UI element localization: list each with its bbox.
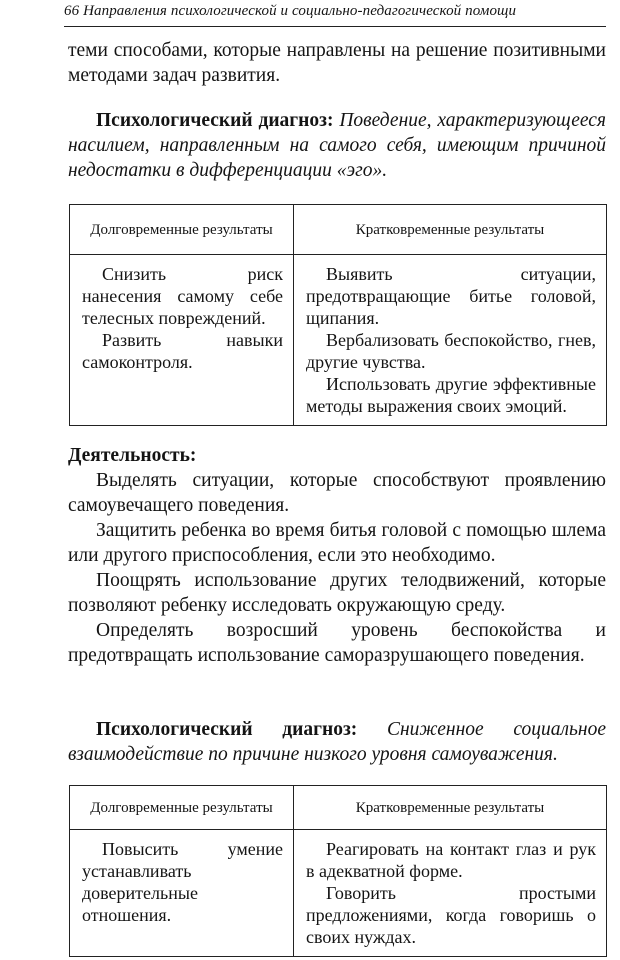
table-2-long-term-item: Повысить умение устанавливать доверительные отношения. bbox=[82, 839, 283, 925]
table-2-short-term-cell bbox=[294, 830, 607, 957]
table-1-short-term-item: Вербализовать беспокойство, гнев, другие чувства. bbox=[306, 330, 596, 372]
table-1-long-term-item: Развить навыки самоконтроля. bbox=[82, 330, 283, 372]
diagnosis-2-text: Сниженное социальное взаимодействие по причине низкого уровня самоуважения. bbox=[68, 719, 606, 765]
table-1-header-row bbox=[70, 205, 607, 255]
table-2-short-term-item: Реагировать на контакт глаз и рук в адекватной форме. bbox=[306, 839, 596, 881]
results-table-2 bbox=[69, 785, 607, 957]
table-2-short-term-item: Говорить простыми предложениями, когда говоришь о своих нуждах. bbox=[306, 883, 596, 947]
activity-item: Защитить ребенка во время битья головой с помощью шлема или другого приспособления, если это необходимо. bbox=[68, 520, 606, 566]
table-1-body-row bbox=[70, 255, 607, 426]
diagnosis-1 bbox=[68, 108, 606, 183]
table-1-header-short-term: Кратковременные результаты bbox=[294, 205, 607, 255]
table-2-header-long-term: Долговременные результаты bbox=[70, 786, 294, 830]
table-2-header-short-term: Кратковременные результаты bbox=[294, 786, 607, 830]
table-2-long-term-cell bbox=[70, 830, 294, 957]
diagnosis-1-label: Психологический диагноз: bbox=[96, 110, 334, 131]
activity-section bbox=[68, 443, 606, 668]
diagnosis-1-text: Поведение, характеризующееся насилием, направленным на самого себя, имеющим причиной недостатки в дифференциации «эго». bbox=[68, 110, 606, 181]
table-1-header-long-term: Долговременные результаты bbox=[70, 205, 294, 255]
diagnosis-2 bbox=[68, 717, 606, 767]
table-1-short-term-item: Выявить ситуации, предотвращающие битье головой, щипания. bbox=[306, 264, 596, 328]
running-header bbox=[64, 2, 604, 20]
table-2-header-row bbox=[70, 786, 607, 830]
results-table-1 bbox=[69, 204, 607, 426]
activity-heading: Деятельность: bbox=[68, 445, 197, 466]
page-number: 66 bbox=[64, 3, 80, 19]
table-1-short-term-cell bbox=[294, 255, 607, 426]
table-2-body-row bbox=[70, 830, 607, 957]
diagnosis-2-label: Психологический диагноз: bbox=[96, 719, 358, 740]
table-1-long-term-cell bbox=[70, 255, 294, 426]
table-1-short-term-item: Использовать другие эффективные методы выражения своих эмоций. bbox=[306, 374, 596, 416]
running-title: Направления психологической и социально-педагогической помощи bbox=[83, 3, 517, 19]
header-rule bbox=[64, 26, 606, 27]
intro-paragraph: теми способами, которые направлены на решение позитивными методами задач развития. bbox=[68, 40, 606, 86]
table-1-long-term-item: Снизить риск нанесения самому себе телесных повреждений. bbox=[82, 264, 283, 328]
activity-item: Выделять ситуации, которые способствуют проявлению самоувечащего поведения. bbox=[68, 470, 606, 516]
activity-item: Поощрять использование других телодвижений, которые позволяют ребенку исследовать окружающую среду. bbox=[68, 570, 606, 616]
activity-item: Определять возросший уровень беспокойства и предотвращать использование саморазрушающего поведения. bbox=[68, 620, 606, 666]
